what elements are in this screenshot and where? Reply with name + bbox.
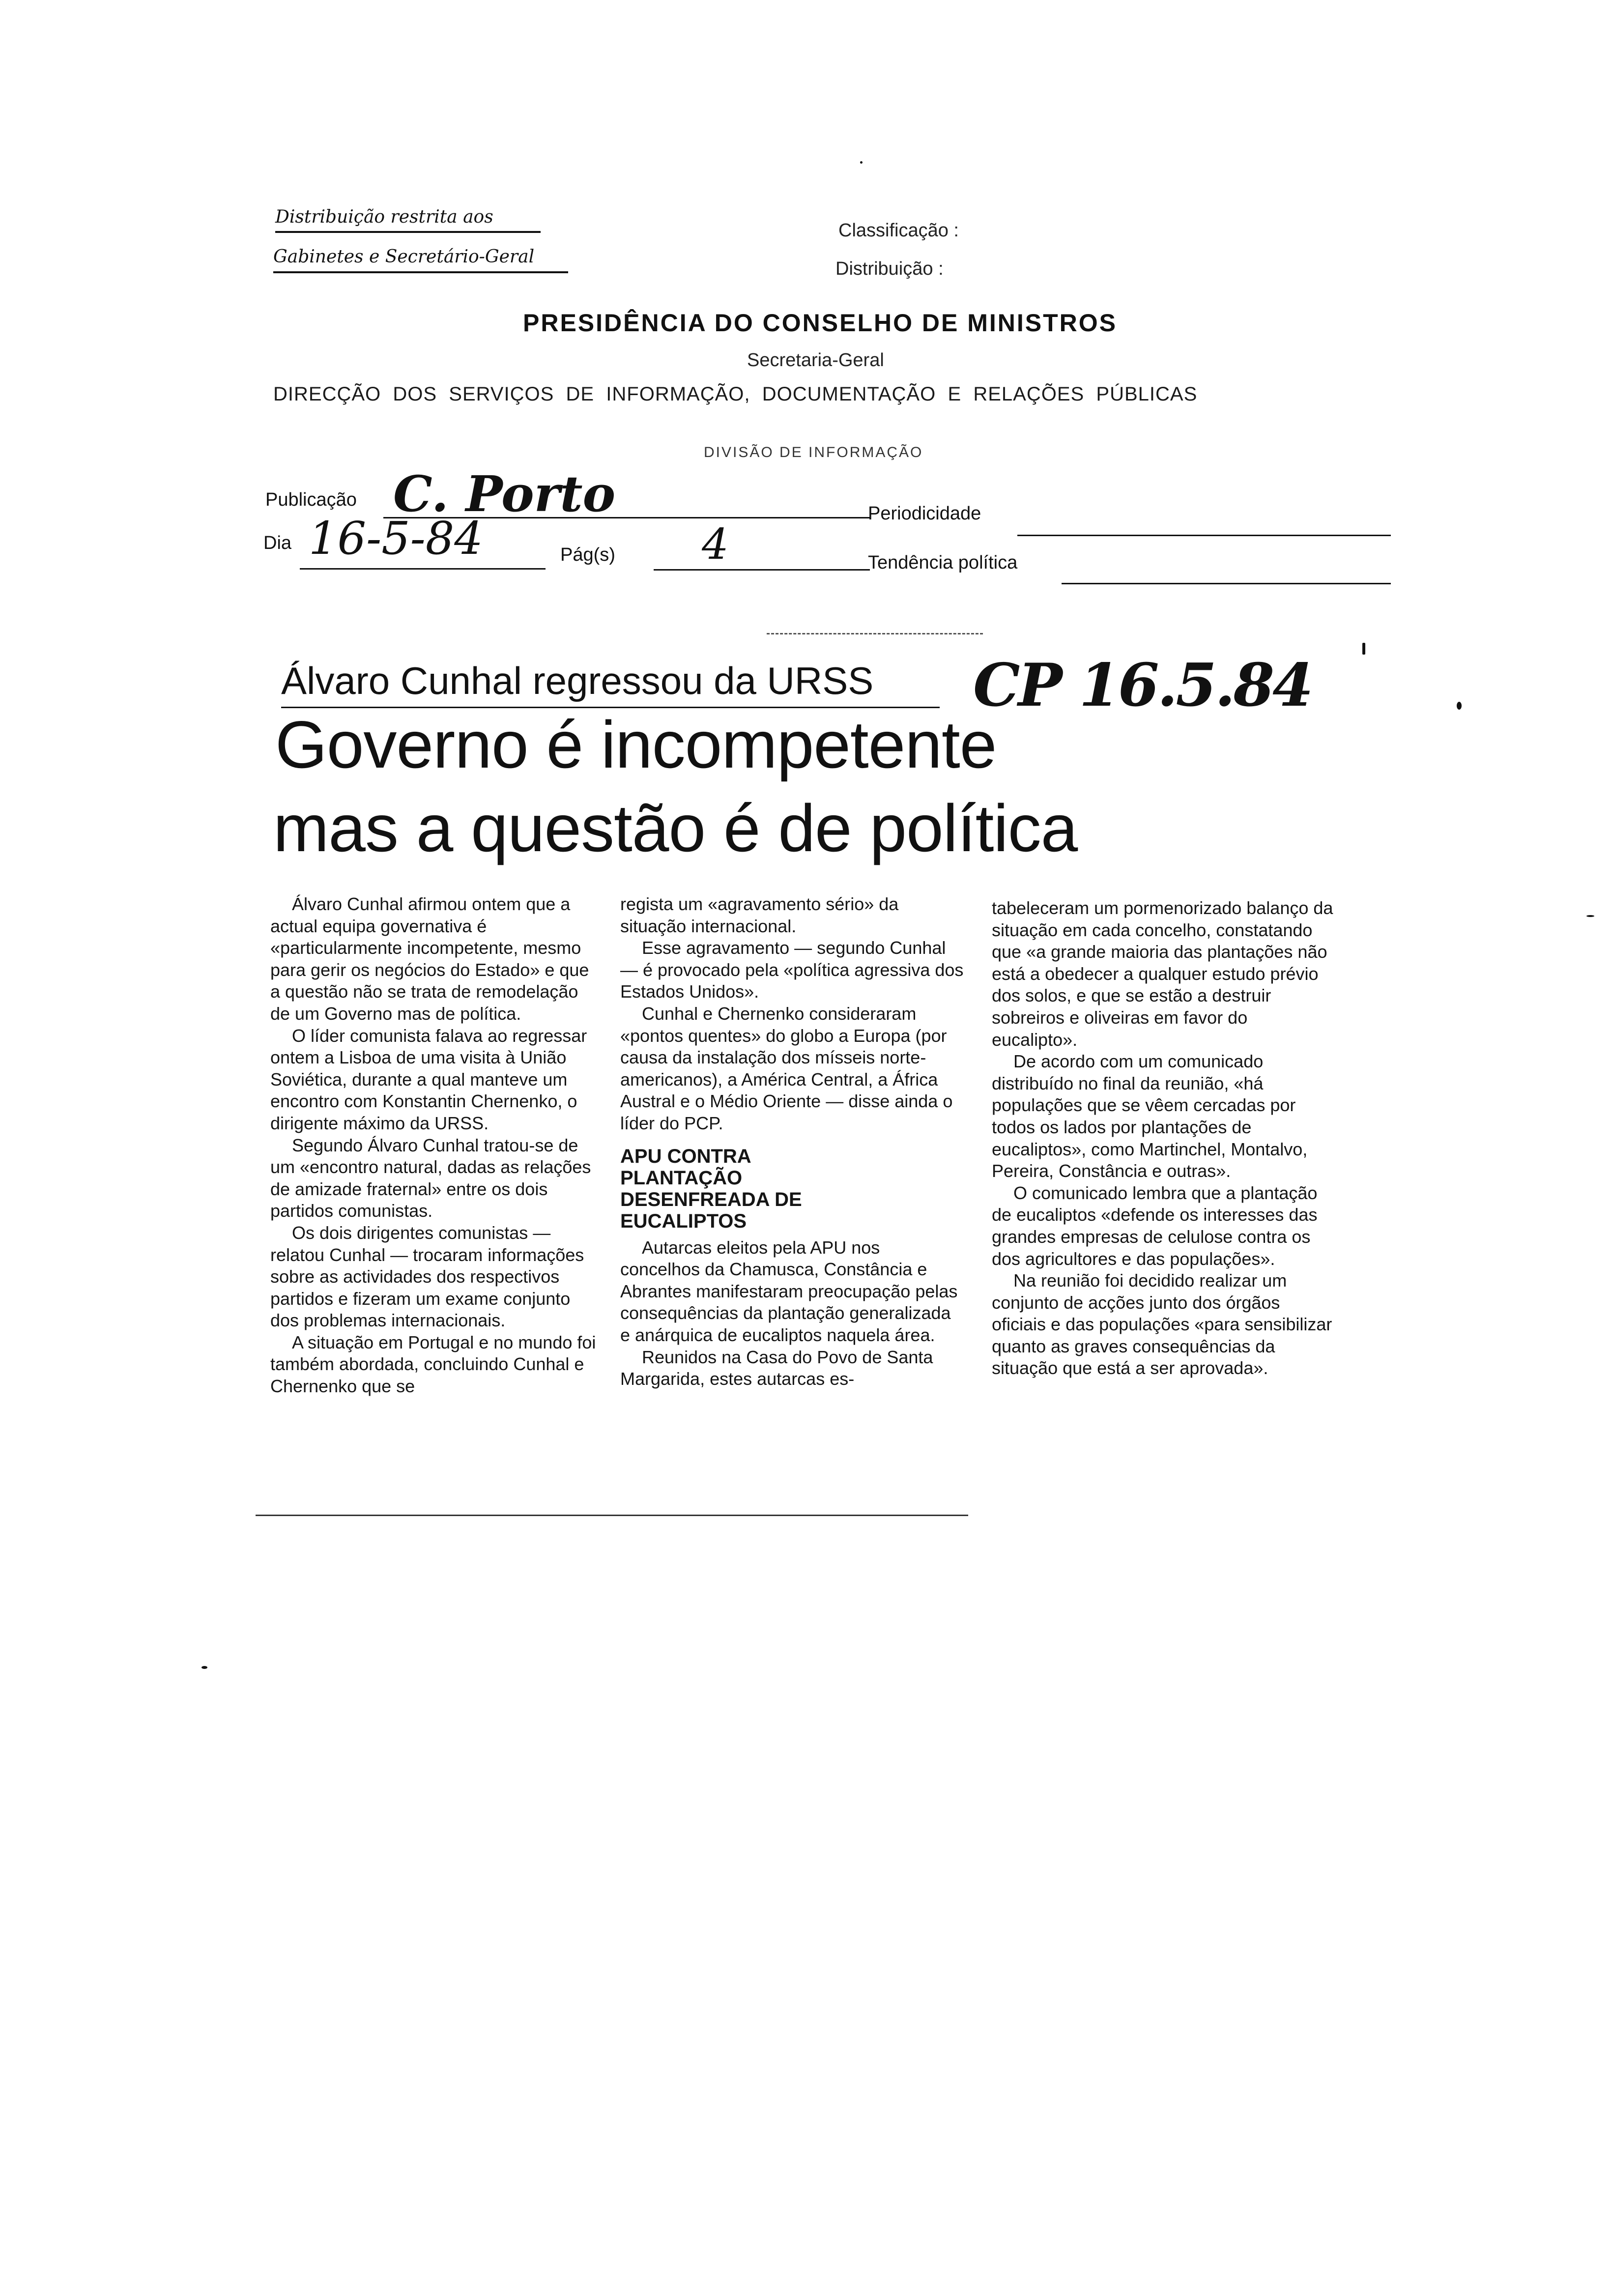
col2-paragraph: regista um «agravamento sério» da situação internacional. xyxy=(620,894,899,936)
distribution-note-underline-1 xyxy=(275,231,541,233)
distribution-note-line1: Distribuição restrita aos xyxy=(275,207,493,227)
header-direccao: DIRECÇÃO DOS SERVIÇOS DE INFORMAÇÃO, DOCUMENTAÇÃO E RELAÇÕES PÚBLICAS xyxy=(273,383,1198,405)
distribution-note-line2: Gabinetes e Secretário-Geral xyxy=(273,247,535,267)
publicacao-label: Publicação xyxy=(265,489,357,510)
dia-underline xyxy=(300,568,546,570)
dia-label: Dia xyxy=(263,533,292,553)
col2-paragraph: Reunidos na Casa do Povo de Santa Margarida, estes autarcas es- xyxy=(620,1347,933,1389)
pags-value: 4 xyxy=(702,520,729,569)
scan-speck xyxy=(860,161,863,164)
handwritten-note: CP 16.5.84 xyxy=(973,651,1312,720)
distribution-note-underline-2 xyxy=(273,271,568,273)
pags-underline xyxy=(654,569,870,571)
classificacao-label: Classificação : xyxy=(838,220,959,241)
col1-paragraph: Álvaro Cunhal afirmou ontem que a actual equipa governativa é «particularmente incompetente, mesmo para gerir os negócios do Estado» e que a questão não se trata de remodelação de um Governo mas de política. xyxy=(270,894,589,1024)
header-divisao: DIVISÃO DE INFORMAÇÃO xyxy=(704,444,923,460)
col2-paragraph: Autarcas eleitos pela APU nos concelhos da Chamusca, Constância e Abrantes manifestaram preocupação pelas consequências da plantação generalizada e anárquica de eucaliptos naquela área. xyxy=(620,1237,958,1345)
scan-speck xyxy=(1457,702,1462,710)
publicacao-value: C. Porto xyxy=(393,465,616,523)
article-column-2 xyxy=(620,893,964,1390)
col3-paragraph: De acordo com um comunicado distribuído no final da reunião, «há populações que se vêem cercadas por todos os lados por plantações de eucaliptos», como Martinchel, Montalvo, Pereira, Constância e outras». xyxy=(992,1051,1308,1181)
article-column-1 xyxy=(270,893,600,1398)
tendencia-underline xyxy=(1062,583,1391,584)
col2-subheading: APU CONTRA PLANTAÇÃO DESENFREADA DE EUCALIPTOS xyxy=(620,1145,802,1232)
col1-paragraph: O líder comunista falava ao regressar ontem a Lisboa de uma visita à União Soviética, durante a qual manteve um encontro com Konstantin Chernenko, o dirigente máximo da URSS. xyxy=(270,1025,587,1133)
headline-line2: mas a questão é de política xyxy=(273,791,1078,865)
col1-paragraph: Os dois dirigentes comunistas — relatou Cunhal — trocaram informações sobre as actividades dos respectivos partidos e fizeram um exame conjunto dos problemas internacionais. xyxy=(270,1222,584,1331)
header-secretaria: Secretaria-Geral xyxy=(747,350,884,371)
col1-paragraph: A situação em Portugal e no mundo foi também abordada, concluindo Cunhal e Chernenko que se xyxy=(270,1332,596,1397)
col3-paragraph: tabeleceram um pormenorizado balanço da situação em cada concelho, constatando que «a grande maioria das plantações não está a obedecer a qualquer estudo prévio dos solos, e que se estão a destruir sobreiros e oliveiras em favor do eucalipto». xyxy=(992,898,1333,1050)
dia-value: 16-5-84 xyxy=(309,512,483,565)
clipping-bottom-rule xyxy=(256,1515,968,1516)
article-column-3 xyxy=(992,897,1336,1379)
clipping-kicker: Álvaro Cunhal regressou da URSS xyxy=(281,659,874,702)
clipping-top-rule xyxy=(767,633,983,634)
col3-paragraph: Na reunião foi decidido realizar um conjunto de acções junto dos órgãos oficiais e das populações «para sensibilizar quanto as graves consequências da situação que está a ser aprovada». xyxy=(992,1270,1332,1378)
distribuicao-label: Distribuição : xyxy=(835,258,944,279)
col2-paragraph: Esse agravamento — segundo Cunhal — é provocado pela «política agressiva dos Estados Unidos». xyxy=(620,938,964,1002)
scan-speck xyxy=(202,1666,207,1669)
distribution-note xyxy=(275,207,590,227)
header-title: PRESIDÊNCIA DO CONSELHO DE MINISTROS xyxy=(523,309,1118,337)
headline-line1: Governo é incompetente xyxy=(275,707,997,782)
col3-paragraph: O comunicado lembra que a plantação de eucaliptos «defende os interesses das grandes empresas de celulose contra os dos agricultores e das populações». xyxy=(992,1182,1318,1269)
col2-paragraph: Cunhal e Chernenko consideraram «pontos quentes» do globo a Europa (por causa da instalação dos mísseis norte-americanos), a América Central, a África Austral e o Médio Oriente — disse ainda o líder do PCP. xyxy=(620,1003,953,1133)
tendencia-label: Tendência política xyxy=(868,552,1018,573)
pags-label: Pág(s) xyxy=(560,545,615,565)
scan-speck xyxy=(1362,643,1365,655)
scan-speck xyxy=(1586,915,1594,917)
periodicidade-label: Periodicidade xyxy=(868,503,981,524)
col1-paragraph: Segundo Álvaro Cunhal tratou-se de um «encontro natural, dadas as relações de amizade fraternal» entre os dois partidos comunistas. xyxy=(270,1135,591,1221)
periodicidade-underline xyxy=(1017,535,1391,536)
